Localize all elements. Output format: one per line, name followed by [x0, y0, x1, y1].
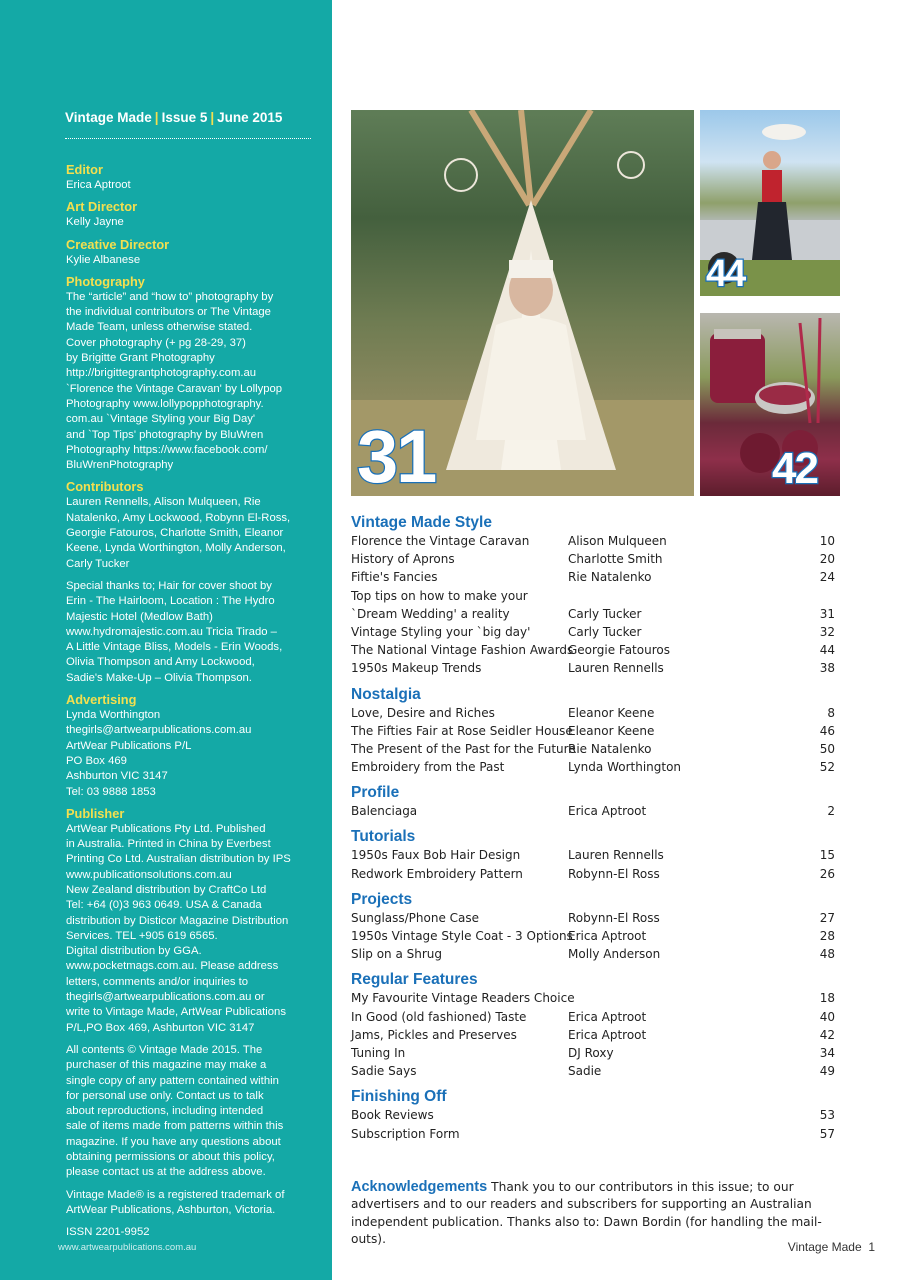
article-author: Lauren Rennells	[568, 848, 664, 863]
credit-text: Special thanks to; Hair for cover shoot by Erin - The Hairloom, Location : The Hydro Majestic Hotel (Medlow Bath) www.hydromajestic.com.au Tricia Tirado – A Little Vintage Bliss, Models - Erin Woods, Olivia Thompson and Amy Lockwood, Sadie's Make-Up – Olivia Thompson.	[66, 579, 283, 684]
page-footer	[788, 1240, 875, 1254]
contents-row[interactable]	[351, 740, 835, 758]
contents-row[interactable]	[351, 758, 835, 776]
article-title: Subscription Form	[351, 1126, 460, 1141]
article-page: 27	[819, 910, 835, 925]
section-heading: Regular Features	[351, 971, 478, 989]
website-url: www.artwearpublications.com.au	[58, 1242, 197, 1253]
article-author: Molly Anderson	[568, 947, 661, 962]
article-page: 20	[819, 552, 835, 567]
photo-beetroot-jam	[700, 313, 840, 496]
credit-text: ISSN 2201-9952	[66, 1226, 150, 1239]
contents-row[interactable]	[351, 945, 835, 963]
contents-row[interactable]	[351, 587, 835, 605]
contents-row[interactable]	[351, 989, 835, 1007]
contents-row[interactable]	[351, 1044, 835, 1062]
credit-text: The “article” and “how to” photography by the individual contributors or The Vintage Made Team, unless otherwise stated. Cover photography (+ pg 28-29, 37) by Brigitte Grant Photography http://brigittegrantphotography.com.au `Florence the Vintage Caravan' by Lollypop Photography www.lollypopphotography. com.au `Vintage Styling your Big Day' and `Top Tips' photography by BluWren Photography https://www.facebook.com/ BluWrenPhotography	[66, 290, 283, 472]
article-title: Sadie Says	[351, 1064, 417, 1079]
article-page: 34	[819, 1045, 835, 1060]
article-title: Florence the Vintage Caravan	[351, 534, 530, 548]
article-title: In Good (old fashioned) Taste	[351, 1009, 527, 1024]
article-author: Georgie Fatouros	[568, 643, 670, 658]
article-author: Rie Natalenko	[568, 741, 652, 756]
credit-heading: Advertising	[66, 692, 137, 708]
article-page: 40	[819, 1009, 835, 1024]
article-author: Rie Natalenko	[568, 570, 652, 585]
article-title: Vintage Styling your `big day'	[351, 624, 531, 639]
acknowledgements-heading: Acknowledgements	[351, 1179, 488, 1195]
article-title: Top tips on how to make your	[351, 588, 528, 603]
contents-row[interactable]	[351, 865, 835, 883]
article-page: 52	[819, 760, 835, 775]
issue-number: Issue 5	[161, 110, 208, 125]
article-author: Erica Aptroot	[568, 1027, 647, 1042]
credits-block	[66, 162, 321, 1241]
contents-row[interactable]	[351, 909, 835, 927]
credit-heading: Creative Director	[66, 236, 170, 252]
article-page: 42	[819, 1027, 835, 1042]
contents-row[interactable]	[351, 1026, 835, 1044]
credit-heading: Photography	[66, 273, 145, 289]
article-page: 24	[819, 570, 835, 585]
article-page: 8	[827, 705, 835, 720]
article-author: Robynn-El Ross	[568, 910, 660, 925]
article-author: Lauren Rennells	[568, 661, 664, 676]
contents-row[interactable]	[351, 605, 835, 623]
article-title: The Fifties Fair at Rose Seidler House	[351, 723, 573, 738]
contents-row[interactable]	[351, 802, 835, 820]
credit-text: ArtWear Publications Pty Ltd. Published in Australia. Printed in China by Everbest Printing Co Ltd. Australian distribution by IPS www.publicationsolutions.com.au New Zealand distribution by CraftCo Ltd Tel: +64 (0)3 963 0649. USA & Canada distribution by Disticor Magazine Distribution Services. TEL +905 619 6565. Digital distribution by GGA. www.pocketmags.com.au. Please address letters, comments and/or inquiries to thegirls@artwearpublications.com.au or write to Vintage Made, ArtWear Publications P/L,PO Box 469, Ashburton VIC 3147	[66, 822, 291, 1034]
contents-row[interactable]	[351, 623, 835, 641]
credit-text: Lauren Rennells, Alison Mulqueen, Rie Natalenko, Amy Lockwood, Robynn El-Ross, Georgie Fatouros, Charlotte Smith, Eleanor Keene, Lynda Worthington, Molly Anderson, Carly Tucker	[66, 496, 291, 570]
article-author: Lynda Worthington	[568, 760, 682, 775]
contents-row[interactable]	[351, 641, 835, 659]
article-title: Embroidery from the Past	[351, 760, 505, 775]
contents-row[interactable]	[351, 1125, 835, 1143]
credit-heading: Publisher	[66, 805, 125, 821]
issue-date: June 2015	[217, 110, 283, 125]
sidebar	[0, 0, 332, 1280]
article-title: Book Reviews	[351, 1108, 434, 1123]
acknowledgements	[351, 1179, 855, 1249]
article-page: 46	[819, 723, 835, 738]
article-author: Erica Aptroot	[568, 1009, 647, 1024]
contents-row[interactable]	[351, 532, 835, 550]
article-author: Robynn-El Ross	[568, 866, 660, 881]
contents-row[interactable]	[351, 568, 835, 586]
contents-row[interactable]	[351, 1008, 835, 1026]
article-title: Balenciaga	[351, 804, 418, 819]
article-title: Redwork Embroidery Pattern	[351, 866, 523, 881]
article-page: 31	[819, 606, 835, 621]
section-heading: Nostalgia	[351, 685, 421, 703]
article-title: Tuning In	[351, 1045, 406, 1060]
contents-row[interactable]	[351, 722, 835, 740]
credit-heading: Editor	[66, 162, 103, 177]
contents-row[interactable]	[351, 1106, 835, 1124]
article-page: 53	[819, 1108, 835, 1123]
article-page: 38	[819, 661, 835, 676]
article-page: 50	[819, 741, 835, 756]
jam-illustration	[700, 313, 840, 496]
article-page: 32	[819, 624, 835, 639]
article-title: The National Vintage Fashion Awards	[351, 643, 574, 658]
article-author: Erica Aptroot	[568, 804, 647, 819]
credit-text: Vintage Made® is a registered trademark of ArtWear Publications, Ashburton, Victoria.	[66, 1188, 285, 1216]
article-title: 1950s Faux Bob Hair Design	[351, 848, 521, 863]
section-heading: Vintage Made Style	[351, 514, 492, 531]
article-author: Carly Tucker	[568, 624, 642, 639]
article-title: History of Aprons	[351, 552, 455, 567]
contents-row[interactable]	[351, 704, 835, 722]
article-title: Slip on a Shrug	[351, 947, 443, 962]
article-page: 48	[819, 947, 835, 962]
article-author: Alison Mulqueen	[568, 534, 667, 548]
article-title: Sunglass/Phone Case	[351, 910, 480, 925]
contents-row[interactable]	[351, 846, 835, 864]
article-page: 10	[819, 534, 835, 548]
article-title: Fiftie's Fancies	[351, 570, 438, 585]
article-title: Jams, Pickles and Preserves	[351, 1027, 517, 1042]
article-page: 18	[819, 991, 835, 1006]
article-page: 26	[819, 866, 835, 881]
article-title: 1950s Makeup Trends	[351, 661, 482, 676]
page-number-badge: 31	[357, 415, 436, 496]
contents-row[interactable]	[351, 1062, 835, 1080]
section-heading: Tutorials	[351, 828, 416, 846]
credit-text: Erica Aptroot	[66, 179, 131, 191]
article-page: 15	[819, 848, 835, 863]
acknowledgements-text: Thank you to our contributors in this issue; to our advertisers and to our readers and subscribers for supporting an Australian independent publication. Thanks also to: Dawn Bordin (for handling the mail-outs).	[351, 1180, 822, 1247]
photo-vintage-car	[700, 110, 840, 296]
article-title: `Dream Wedding' a reality	[351, 606, 510, 621]
article-page: 57	[819, 1126, 835, 1141]
dotted-divider	[65, 138, 311, 139]
contents-row[interactable]	[351, 927, 835, 945]
masthead: Vintage Made | Issue 5 | June 2015	[65, 110, 283, 125]
page-number-badge: 42	[772, 444, 817, 493]
section-heading: Profile	[351, 784, 400, 802]
article-author: Sadie	[568, 1064, 602, 1079]
article-title: 1950s Vintage Style Coat - 3 Options	[351, 929, 573, 943]
article-page: 2	[827, 804, 835, 819]
article-author: Charlotte Smith	[568, 552, 663, 567]
credit-text: Kelly Jayne	[66, 216, 124, 229]
article-page: 28	[819, 929, 835, 943]
article-author: Eleanor Keene	[568, 723, 655, 738]
article-author: DJ Roxy	[568, 1045, 614, 1060]
cover-photo-teepee	[351, 110, 694, 496]
credit-text: Kylie Albanese	[66, 253, 141, 266]
credit-heading: Art Director	[66, 199, 138, 215]
page-number-badge: 44	[706, 253, 745, 295]
section-heading: Finishing Off	[351, 1088, 447, 1106]
contents-row[interactable]	[351, 659, 835, 677]
article-author: Erica Aptroot	[568, 929, 647, 943]
article-author: Eleanor Keene	[568, 705, 655, 720]
table-of-contents	[351, 513, 835, 1143]
credit-text: All contents © Vintage Made 2015. The purchaser of this magazine may make a single copy of any pattern contained within for personal use only. Contact us to talk about reproductions, including intended sale of items made from patterns within this magazine. If you have any questions about obtaining permissions or about this policy, please contact us at the address above.	[66, 1043, 284, 1179]
article-title: Love, Desire and Riches	[351, 705, 495, 720]
section-heading: Projects	[351, 890, 413, 908]
credit-text: Lynda Worthington thegirls@artwearpublications.com.au ArtWear Publications P/L PO Box 469 Ashburton VIC 3147 Tel: 03 9888 1853	[66, 709, 252, 798]
credit-heading: Contributors	[66, 479, 144, 495]
article-page: 49	[819, 1064, 835, 1079]
footer-page-number: 1	[868, 1240, 875, 1254]
article-title: The Present of the Past for the Future	[351, 741, 576, 756]
magazine-title: Vintage Made	[65, 110, 152, 125]
article-title: My Favourite Vintage Readers Choice	[351, 991, 575, 1006]
footer-magazine-name: Vintage Made	[787, 1240, 862, 1254]
article-page: 44	[819, 643, 835, 658]
article-author: Carly Tucker	[568, 606, 642, 621]
contents-row[interactable]	[351, 550, 835, 568]
